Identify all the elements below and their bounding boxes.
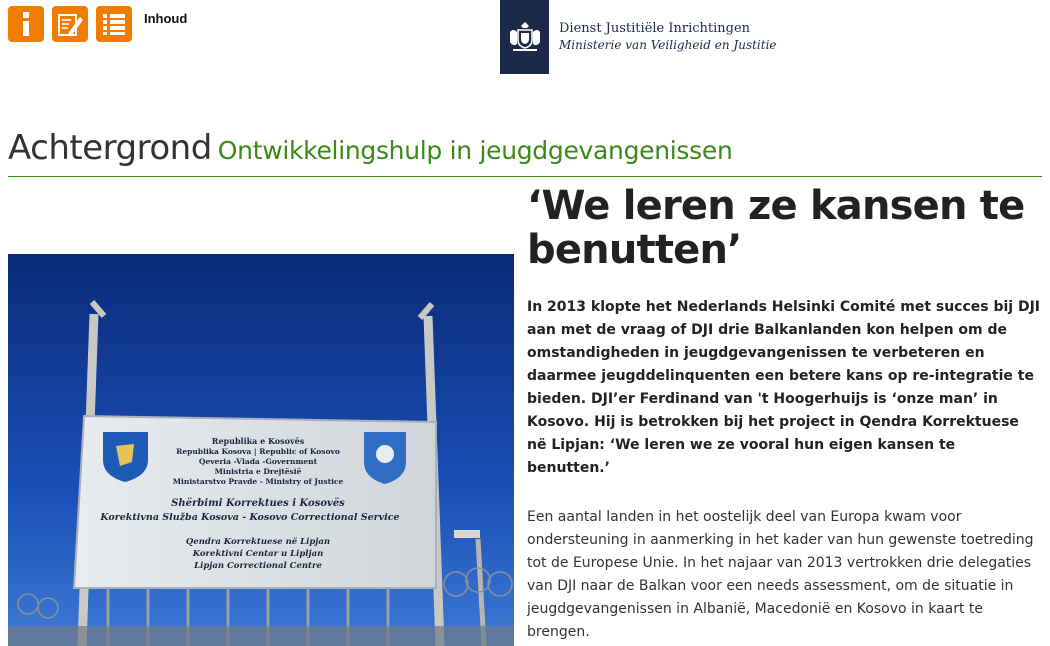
sign-text: Korektivni Centar u Lipljan <box>192 549 324 559</box>
sign-text: Republika Kosova | Republic of Kosovo <box>176 447 340 456</box>
toolbar <box>8 5 187 43</box>
article <box>527 184 1042 644</box>
contents-link[interactable]: Inhoud <box>144 11 188 26</box>
logo-line-organisation: Dienst Justitiële Inrichtingen <box>559 21 751 36</box>
section-title: Achtergrond <box>8 128 212 168</box>
edit-icon <box>56 10 84 38</box>
sign-text: Ministria e Drejtësië <box>214 467 302 476</box>
edit-button[interactable] <box>52 6 88 42</box>
sign-text: Ministarstvo Pravde - Ministry of Justice <box>172 477 344 486</box>
section-heading <box>8 128 733 168</box>
list-button[interactable] <box>96 6 132 42</box>
section-subtitle: Ontwikkelingshulp in jeugdgevangenissen <box>217 136 733 165</box>
heading-divider <box>8 176 1042 177</box>
logo-emblem <box>500 0 549 74</box>
article-body: Een aantal landen in het oostelijk deel van Europa kwam voor ondersteuning in aanmerking in het kader van hun gewenste toetreding tot de Europese Unie. In het najaar van 2013 vertrokken drie delegaties van DJI naar de Balkan voor een needs assessment, om de situatie in jeugdgevangenissen in Albanië, Macedonië en Kosovo in kaart te brengen. <box>527 509 1034 640</box>
correctional-centre-sign-photo <box>8 254 514 646</box>
article-intro: In 2013 klopte het Nederlands Helsinki Comité met succes bij DJI aan met de vraag of DJI drie Balkanlanden kon helpen om de omstandigheden in jeugdgevangenissen te verbeteren en daarmee jeugddelinquenten een betere kans op re-integratie te bieden. DJI’er Ferdinand van 't Hoogerhuijs is ‘onze man’ in Kosovo. Hij is betrokken bij het project in Qendra Korrektuese në Lipjan: ‘We leren we ze vooral hun eigen kansen te benutten.’ <box>527 299 1041 476</box>
article-title: ‘We leren ze kansen te benutten’ <box>527 183 1025 273</box>
sign-text: Shërbimi Korrektues i Kosovës <box>171 498 345 509</box>
correctional-service-emblem-icon <box>364 432 406 484</box>
logo-line-ministry: Ministerie van Veiligheid en Justitie <box>559 38 777 52</box>
sign-text: Lipjan Correctional Centre <box>194 561 322 571</box>
sign-text: Korektivna Služba Kosova - Kosovo Correctional Service <box>100 512 400 523</box>
info-button[interactable] <box>8 6 44 42</box>
sign-text: Qeveria -Vlada -Government <box>198 457 318 466</box>
logo-text <box>559 20 777 54</box>
dji-logo[interactable] <box>500 0 777 74</box>
list-icon <box>100 10 128 38</box>
article-photo <box>8 254 514 646</box>
sign-text: Qendra Korrektuese në Lipjan <box>185 537 331 547</box>
sign-text: Republika e Kosovës <box>211 436 305 446</box>
info-icon <box>14 10 38 38</box>
coat-of-arms-icon <box>507 20 543 54</box>
